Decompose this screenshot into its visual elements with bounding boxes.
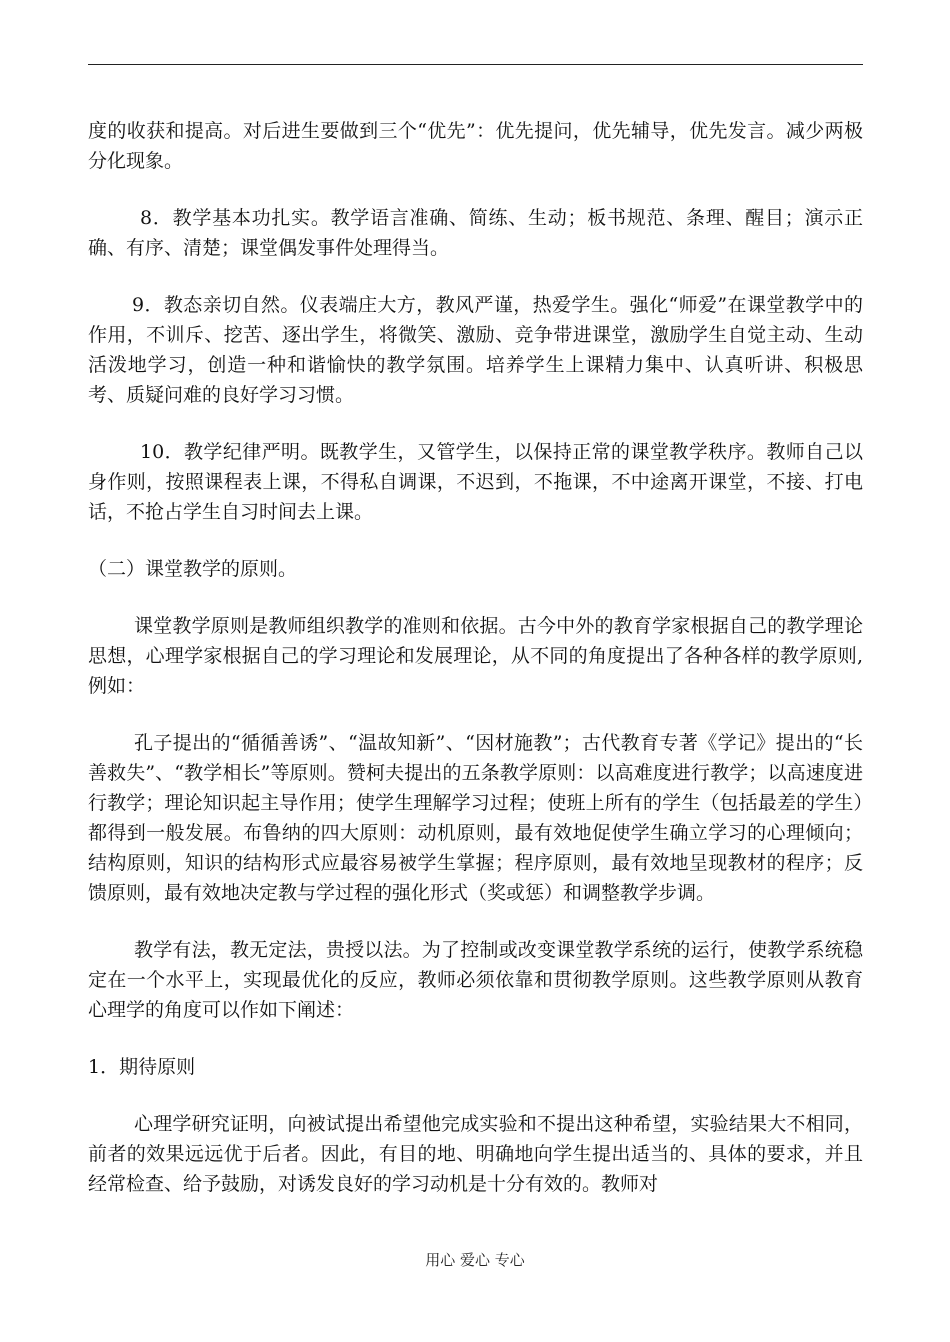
section-heading: （二）课堂教学的原则。 bbox=[88, 558, 298, 580]
paragraph-expectation: 心理学研究证明，向被试提出希望他完成实验和不提出这种希望，实验结果大不相同，前者的效果远远优于后者。因此，有目的地、明确地向学生提出适当的、具体的要求，并且经常检查、给予鼓励，对诱发良好的学习动机是十分有效的。教师对 bbox=[88, 1113, 863, 1195]
document-body bbox=[88, 116, 863, 1226]
paragraph-item-10: 10．教学纪律严明。既教学生，又管学生，以保持正常的课堂教学秩序。教师自己以身作则，按照课程表上课，不得私自调课，不迟到，不拖课，不中途离开课堂，不接、打电话，不抢占学生自习时间去上课。 bbox=[88, 441, 863, 523]
paragraph-item-9: 9．教态亲切自然。仪表端庄大方，教风严谨，热爱学生。强化“师爱”在课堂教学中的作用，不训斥、挖苦、逐出学生，将微笑、激励、竞争带进课堂，激励学生自觉主动、生动活泼地学习，创造一种和谐愉快的教学氛围。培养学生上课精力集中、认真听讲、积极思考、质疑问难的良好学习习惯。 bbox=[88, 294, 863, 406]
header-rule bbox=[88, 64, 863, 65]
paragraph-principles-intro: 课堂教学原则是教师组织教学的准则和依据。古今中外的教育学家根据自己的教学理论思想，心理学家根据自己的学习理论和发展理论，从不同的角度提出了各种各样的教学原则,例如： bbox=[88, 615, 863, 697]
paragraph-item-8: 8．教学基本功扎实。教学语言准确、简练、生动；板书规范、条理、醒目；演示正确、有序、清楚；课堂偶发事件处理得当。 bbox=[88, 207, 863, 259]
page-footer: 用心 爱心 专心 bbox=[425, 1251, 525, 1269]
paragraph-principles-summary: 教学有法，教无定法，贵授以法。为了控制或改变课堂教学系统的运行，使教学系统稳定在一个水平上，实现最优化的反应，教师必须依靠和贯彻教学原则。这些教学原则从教育心理学的角度可以作如下阐述： bbox=[88, 939, 863, 1021]
subsection-heading: 1．期待原则 bbox=[88, 1056, 196, 1078]
paragraph-principles-examples: 孔子提出的“循循善诱”、“温故知新”、“因材施教”；古代教育专著《学记》提出的“长善救失”、“教学相长”等原则。赞柯夫提出的五条教学原则：以高难度进行教学；以高速度进行教学；理论知识起主导作用；使学生理解学习过程；使班上所有的学生（包括最差的学生）都得到一般发展。布鲁纳的四大原则：动机原则，最有效地促使学生确立学习的心理倾向；结构原则，知识的结构形式应最容易被学生掌握；程序原则，最有效地呈现教材的程序；反馈原则，最有效地决定教与学过程的强化形式（奖或惩）和调整教学步调。 bbox=[88, 732, 863, 904]
paragraph-continuation: 度的收获和提高。对后进生要做到三个“优先”：优先提问，优先辅导，优先发言。减少两极分化现象。 bbox=[88, 120, 863, 172]
